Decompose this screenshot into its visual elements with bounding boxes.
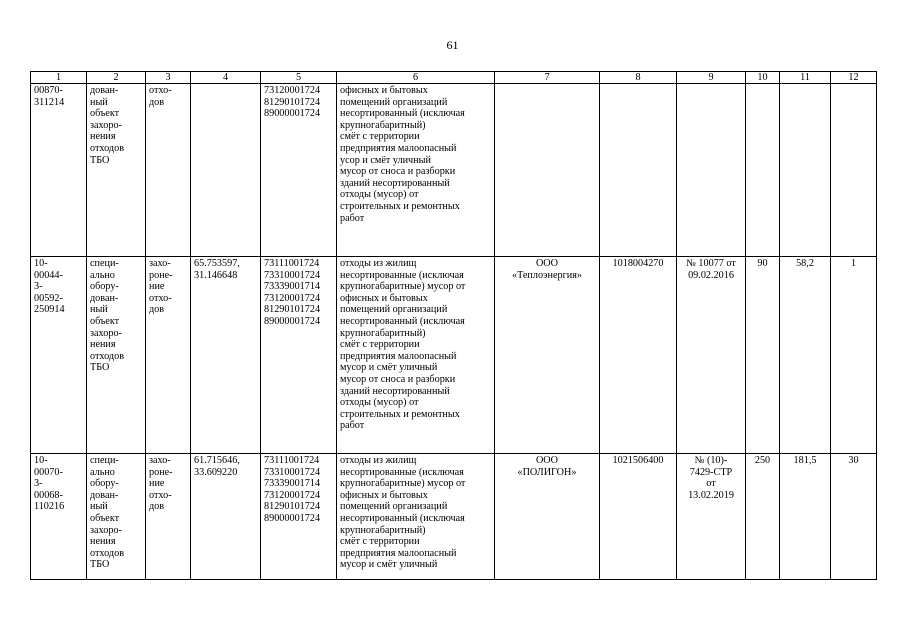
column-header: 7	[495, 72, 600, 84]
value-10-cell: 90	[746, 257, 780, 454]
value-11-cell	[780, 84, 831, 257]
object-name-cell: специ- ально обору- дован- ный объект захоро- нения отходов ТБО	[87, 257, 146, 454]
operator-cell: ООО «ПОЛИГОН»	[495, 454, 600, 580]
coordinates-cell	[191, 84, 261, 257]
column-header: 10	[746, 72, 780, 84]
coordinates-cell: 65.753597, 31.146648	[191, 257, 261, 454]
column-header: 3	[146, 72, 191, 84]
value-12-cell: 1	[831, 257, 877, 454]
waste-facility-registry-table	[30, 71, 877, 580]
column-header: 8	[600, 72, 677, 84]
waste-types-cell: отходы из жилищ несортированные (исключая крупногабаритные) мусор от офисных и бытовых помещений организаций несортированный (исключая крупногабаритный) смёт с территории предприятия малоопасный мусор и смёт уличный	[337, 454, 495, 580]
registry-number-cell: 10- 00070- 3- 00068- 110216	[31, 454, 87, 580]
column-header: 11	[780, 72, 831, 84]
waste-types-cell: офисных и бытовых помещений организаций несортированный (исключая крупногабаритный) смёт с территории предприятия малоопасный усор и смёт уличный мусор от сноса и разборки зданий несортированный отходы (мусор) от строительных и ремонтных работ	[337, 84, 495, 257]
inn-cell: 1021506400	[600, 454, 677, 580]
column-header: 4	[191, 72, 261, 84]
value-12-cell: 30	[831, 454, 877, 580]
object-name-cell: специ- ально обору- дован- ный объект захоро- нения отходов ТБО	[87, 454, 146, 580]
waste-types-cell: отходы из жилищ несортированные (исключая крупногабаритные) мусор от офисных и бытовых помещений организаций несортированный (исключая крупногабаритный) смёт с территории предприятия малоопасный мусор и смёт уличный мусор от сноса и разборки зданий несортированный отходы (мусор) от строительных и ремонтных работ	[337, 257, 495, 454]
column-header: 6	[337, 72, 495, 84]
purpose-cell: захо- роне- ние отхо- дов	[146, 454, 191, 580]
page-number: 61	[446, 38, 459, 52]
purpose-cell: отхо- дов	[146, 84, 191, 257]
column-header: 12	[831, 72, 877, 84]
coordinates-cell: 61.715646, 33.609220	[191, 454, 261, 580]
license-cell: № 10077 от 09.02.2016	[677, 257, 746, 454]
license-cell: № (10)- 7429-СТР от 13.02.2019	[677, 454, 746, 580]
object-name-cell: дован- ный объект захоро- нения отходов ТБО	[87, 84, 146, 257]
table-row	[31, 84, 877, 257]
license-cell	[677, 84, 746, 257]
column-header: 2	[87, 72, 146, 84]
operator-cell	[495, 84, 600, 257]
registry-number-cell: 10- 00044- 3- 00592- 250914	[31, 257, 87, 454]
operator-cell: ООО «Теплоэнергия»	[495, 257, 600, 454]
inn-cell	[600, 84, 677, 257]
value-10-cell: 250	[746, 454, 780, 580]
registry-number-cell: 00870- 311214	[31, 84, 87, 257]
waste-codes-cell: 73111001724 73310001724 73339001714 73120001724 81290101724 89000001724	[261, 454, 337, 580]
table-row	[31, 454, 877, 580]
value-11-cell: 58,2	[780, 257, 831, 454]
table-row	[31, 257, 877, 454]
column-number-row	[31, 72, 877, 84]
value-11-cell: 181,5	[780, 454, 831, 580]
value-12-cell	[831, 84, 877, 257]
waste-codes-cell: 73111001724 73310001724 73339001714 73120001724 81290101724 89000001724	[261, 257, 337, 454]
value-10-cell	[746, 84, 780, 257]
column-header: 9	[677, 72, 746, 84]
inn-cell: 1018004270	[600, 257, 677, 454]
purpose-cell: захо- роне- ние отхо- дов	[146, 257, 191, 454]
column-header: 1	[31, 72, 87, 84]
column-header: 5	[261, 72, 337, 84]
waste-codes-cell: 73120001724 81290101724 89000001724	[261, 84, 337, 257]
